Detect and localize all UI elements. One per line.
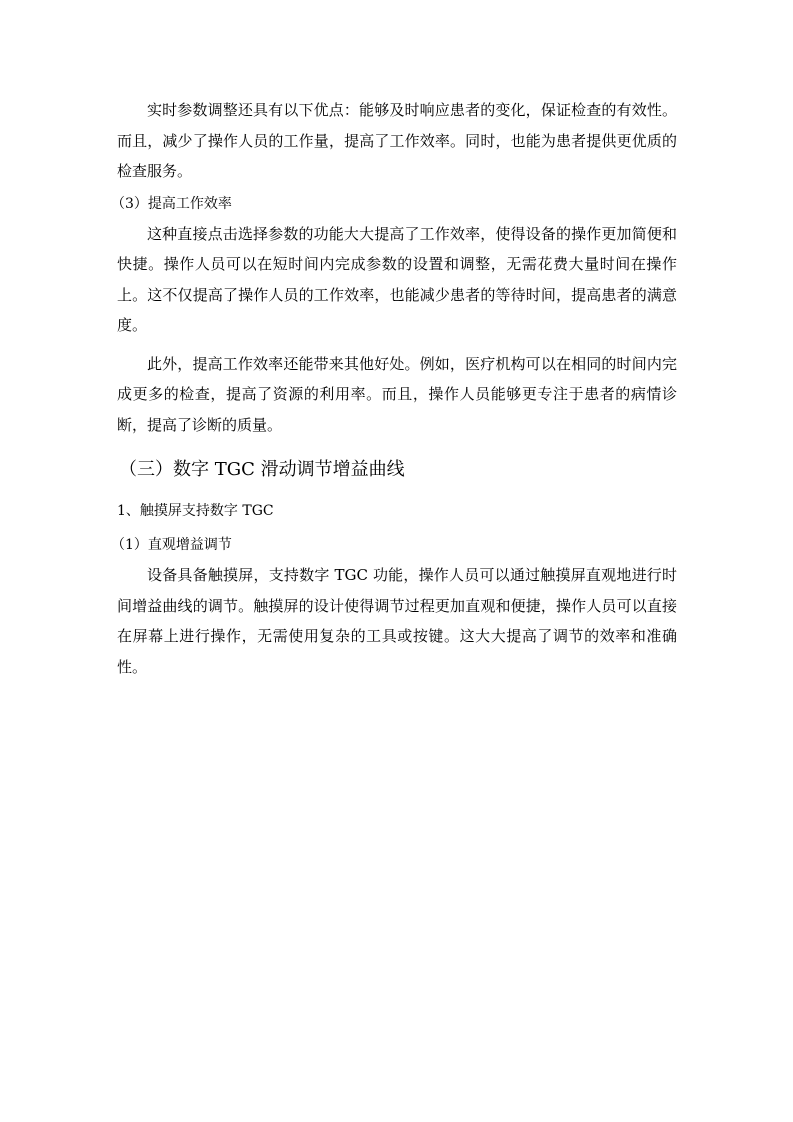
paragraph-direct-click-efficiency: 这种直接点击选择参数的功能大大提高了工作效率，使得设备的操作更加简便和快捷。操作人员可以在短时间内完成参数的设置和调整，无需花费大量时间在操作上。这不仅提高了操作人员的工作效率，也能减少患者的等待时间，提高患者的满意度。 <box>117 224 677 334</box>
section-heading-digital-tgc: （三）数字 TGC 滑动调节增益曲线 <box>119 459 405 480</box>
document-body <box>111 95 677 682</box>
item-heading-touchscreen-tgc: 1、触摸屏支持数字 TGC <box>117 503 274 519</box>
paragraph-other-benefits: 此外，提高工作效率还能带来其他好处。例如，医疗机构可以在相同的时间内完成更多的检查，提高了资源的利用率。而且，操作人员能够更专注于患者的病情诊断，提高了诊断的质量。 <box>117 354 677 434</box>
subheading-intuitive-gain: （1）直观增益调节 <box>111 537 232 553</box>
paragraph-realtime-advantages: 实时参数调整还具有以下优点：能够及时响应患者的变化，保证检查的有效性。而且，减少了操作人员的工作量，提高了工作效率。同时，也能为患者提供更优质的检查服务。 <box>117 101 677 180</box>
subheading-improve-efficiency: （3）提高工作效率 <box>111 195 232 212</box>
paragraph-touchscreen-gain-adjustment: 设备具备触摸屏，支持数字 TGC 功能，操作人员可以通过触摸屏直观地进行时间增益曲线的调节。触摸屏的设计使得调节过程更加直观和便捷，操作人员可以直接在屏幕上进行操作，无需使用复杂的工具或按键。这大大提高了调节的效率和准确性。 <box>117 566 677 676</box>
